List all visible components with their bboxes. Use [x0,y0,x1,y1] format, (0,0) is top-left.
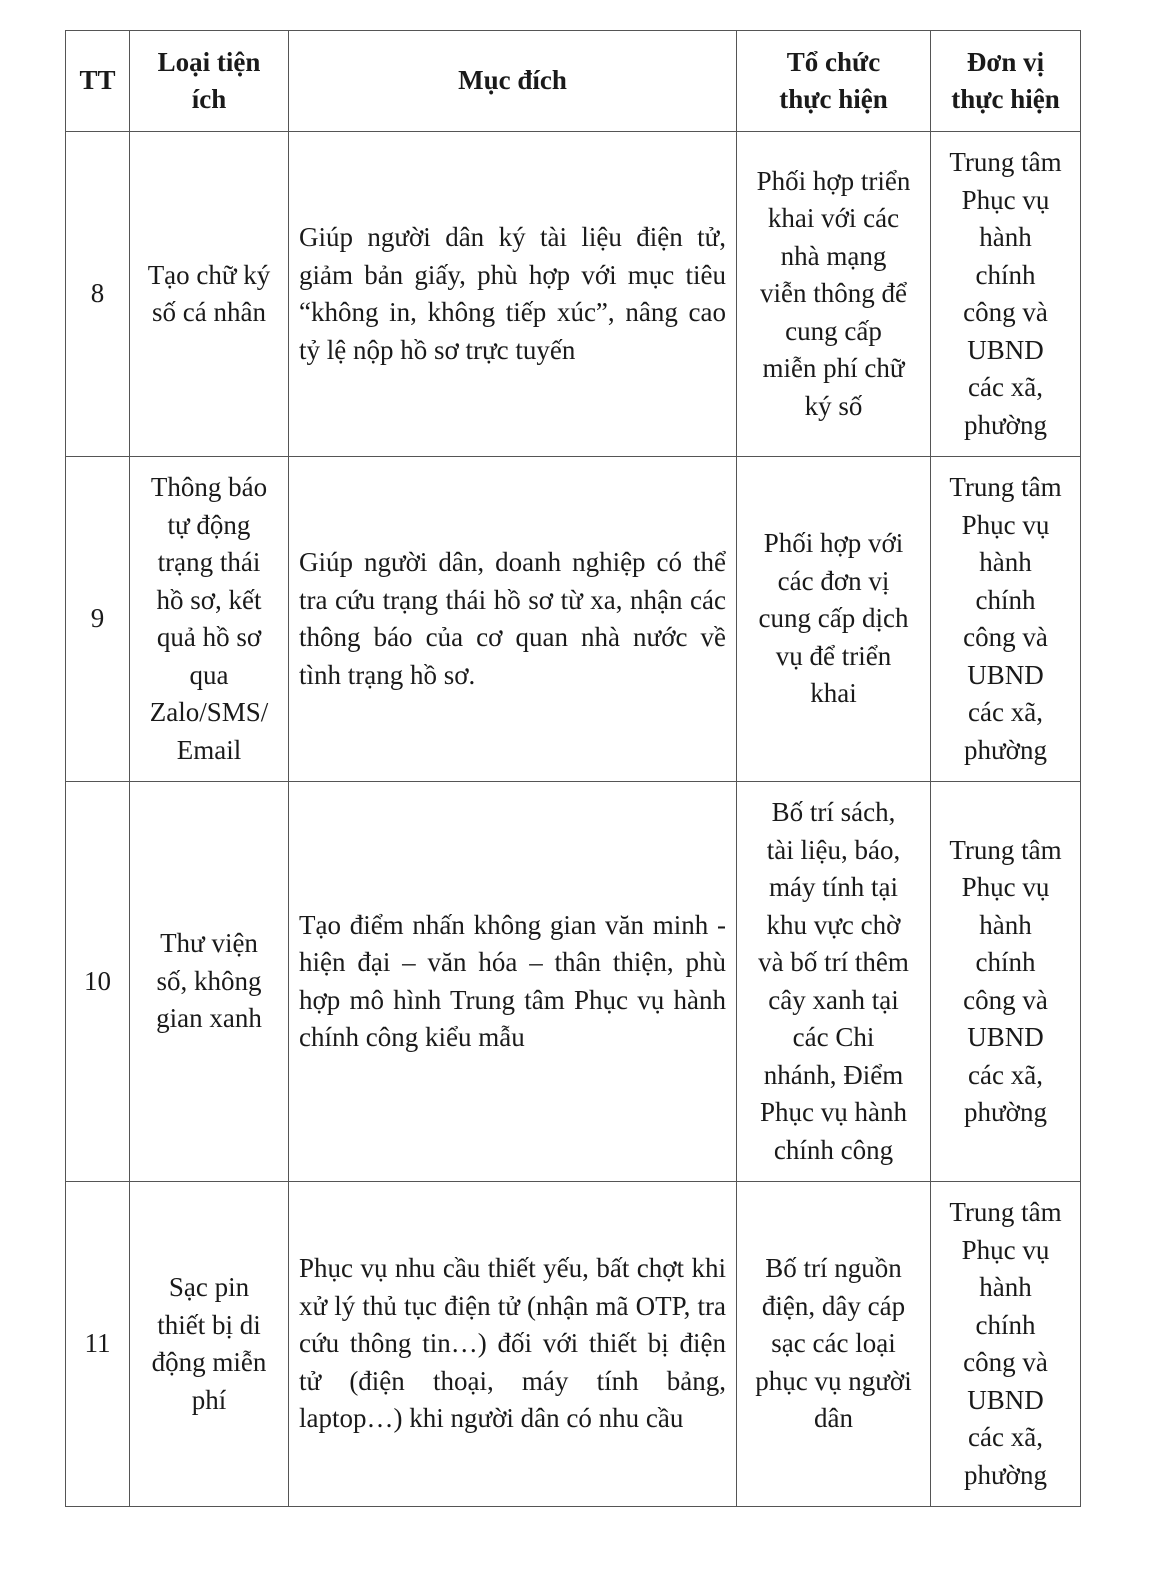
table-row [66,457,1081,782]
header-row [66,31,1081,132]
utility-type: Thư viện số, không gian xanh [130,782,289,1182]
header-loai-tien-ich: Loại tiện ích [130,31,289,132]
organization: Phối hợp với các đơn vị cung cấp dịch vụ để triển khai [737,457,931,782]
header-tt: TT [66,31,130,132]
row-number: 8 [66,132,130,457]
header-don-vi: Đơn vị thực hiện [931,31,1081,132]
organization: Bố trí sách, tài liệu, báo, máy tính tại khu vực chờ và bố trí thêm cây xanh tại các Chi nhánh, Điểm Phục vụ hành chính công [737,782,931,1182]
organization: Phối hợp triển khai với các nhà mạng viễn thông để cung cấp miễn phí chữ ký số [737,132,931,457]
unit: Trung tâm Phục vụ hành chính công và UBND các xã, phường [931,457,1081,782]
unit: Trung tâm Phục vụ hành chính công và UBND các xã, phường [931,132,1081,457]
organization: Bố trí nguồn điện, dây cáp sạc các loại phục vụ người dân [737,1182,931,1507]
purpose: Giúp người dân, doanh nghiệp có thể tra cứu trạng thái hồ sơ từ xa, nhận các thông báo của cơ quan nhà nước về tình trạng hồ sơ. [289,457,737,782]
utilities-table [65,30,1081,1507]
unit: Trung tâm Phục vụ hành chính công và UBND các xã, phường [931,1182,1081,1507]
utility-type: Sạc pin thiết bị di động miễn phí [130,1182,289,1507]
header-muc-dich: Mục đích [289,31,737,132]
row-number: 11 [66,1182,130,1507]
table-row [66,1182,1081,1507]
unit: Trung tâm Phục vụ hành chính công và UBND các xã, phường [931,782,1081,1182]
header-to-chuc: Tổ chức thực hiện [737,31,931,132]
table-row [66,782,1081,1182]
table-row [66,132,1081,457]
purpose: Giúp người dân ký tài liệu điện tử, giảm bản giấy, phù hợp với mục tiêu “không in, không tiếp xúc”, nâng cao tỷ lệ nộp hồ sơ trực tuyến [289,132,737,457]
utility-type: Tạo chữ ký số cá nhân [130,132,289,457]
row-number: 9 [66,457,130,782]
utility-type: Thông báo tự động trạng thái hồ sơ, kết quả hồ sơ qua Zalo/SMS/ Email [130,457,289,782]
purpose: Phục vụ nhu cầu thiết yếu, bất chợt khi xử lý thủ tục điện tử (nhận mã OTP, tra cứu thông tin…) đối với thiết bị điện tử (điện thoại, máy tính bảng, laptop…) khi người dân có nhu cầu [289,1182,737,1507]
purpose: Tạo điểm nhấn không gian văn minh - hiện đại – văn hóa – thân thiện, phù hợp mô hình Trung tâm Phục vụ hành chính công kiểu mẫu [289,782,737,1182]
row-number: 10 [66,782,130,1182]
